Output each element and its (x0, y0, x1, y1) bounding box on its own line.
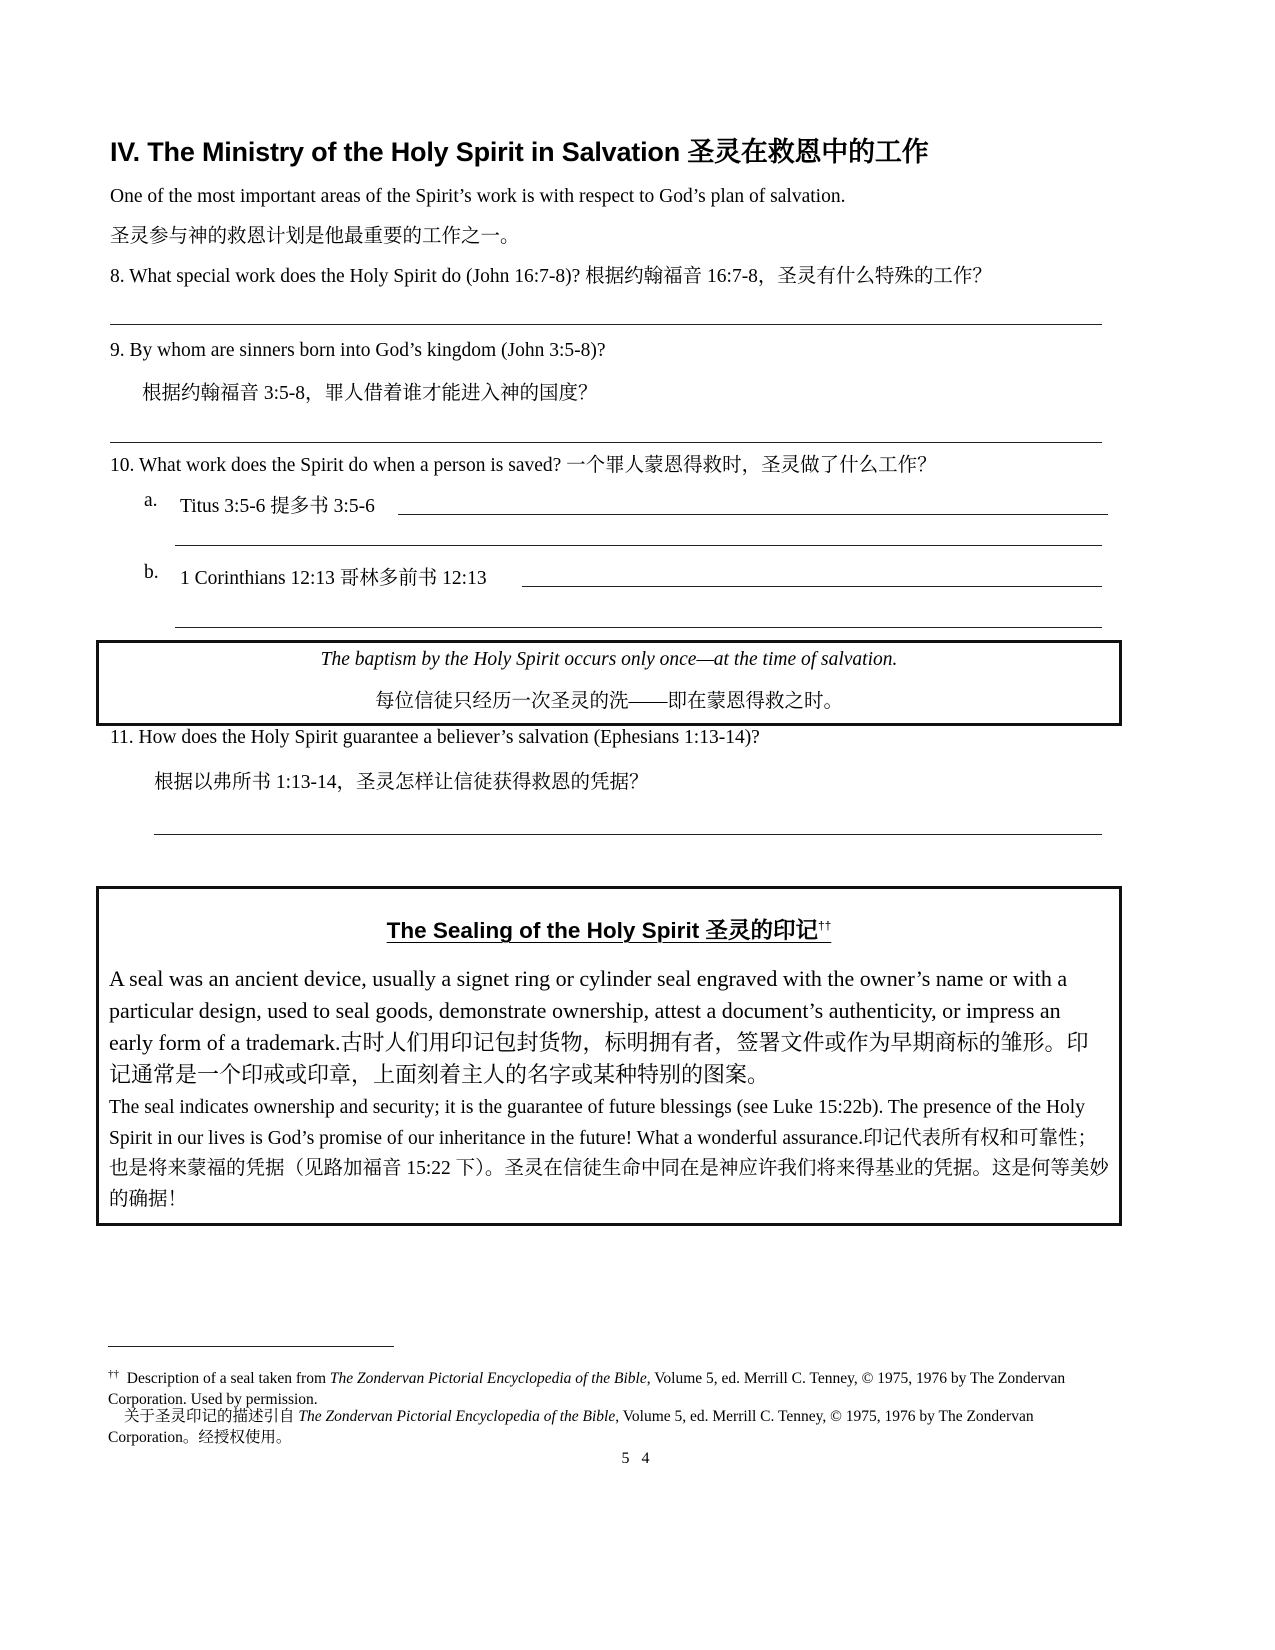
footnote-en-pre: Description of a seal taken from (126, 1370, 330, 1388)
sealing-title-en: The Sealing of the Holy Spirit (386, 918, 700, 943)
answer-line-q9[interactable] (110, 442, 1102, 443)
section-heading (110, 130, 929, 169)
footnote-en (108, 1364, 1105, 1410)
footnote-zh (108, 1406, 1105, 1448)
sealing-title-zh: 圣灵的印记 (705, 918, 818, 944)
footnote-zh-pre: 关于圣灵印记的描述引自 (124, 1408, 299, 1425)
footnote-zh-title: The Zondervan Pictorial Encyclopedia of the Bible (298, 1408, 616, 1425)
question-10b-label: b. (144, 562, 159, 583)
intro-zh: 圣灵参与神的救恩计划是他最重要的工作之一。 (110, 226, 520, 247)
question-9-number: 9. (110, 340, 125, 361)
callout-zh: 每位信徒只经历一次圣灵的洗——即在蒙恩得救之时。 (374, 691, 843, 712)
question-11-en: How does the Holy Spirit guarantee a believer’s salvation (Ephesians 1:13-14)? (138, 727, 760, 748)
question-11-zh: 根据以弗所书 1:13-14，圣灵怎样让信徒获得救恩的凭据？ (154, 772, 649, 793)
answer-line-q11[interactable] (154, 834, 1102, 835)
question-10 (110, 449, 937, 477)
question-10a-text: Titus 3:5-6 提多书 3:5-6 (180, 496, 375, 517)
question-8-text: What special work does the Holy Spirit do (John 16:7-8)? 根据约翰福音 16:7-8，圣灵有什么特殊的工作？ (129, 266, 992, 287)
answer-line-q10a-2[interactable] (175, 545, 1102, 546)
section-heading-zh: 圣灵在救恩中的工作 (687, 137, 929, 168)
page-number: 5 4 (621, 1450, 654, 1467)
question-9-zh: 根据约翰福音 3:5-8，罪人借着谁才能进入神的国度？ (142, 383, 598, 404)
question-8-number: 8. (110, 266, 125, 287)
question-10a-label: a. (144, 490, 158, 511)
answer-line-q8[interactable] (110, 324, 1102, 325)
footnote-zh-post: , Volume 5, ed. Merrill C. Tenney, © 1975, 1976 by The Zondervan Corporation。经授权使用。 (108, 1408, 1034, 1446)
footnote-separator (108, 1346, 394, 1347)
question-10-text: What work does the Spirit do when a person is saved? 一个罪人蒙恩得救时，圣灵做了什么工作？ (138, 455, 937, 476)
sealing-title (99, 913, 1119, 945)
answer-line-q10b-1[interactable] (522, 586, 1102, 587)
footnote-mark: †† (108, 1368, 119, 1380)
question-9-en: By whom are sinners born into God’s kingdom (John 3:5-8)? (129, 340, 606, 361)
answer-line-q10a-1[interactable] (398, 514, 1108, 515)
question-11-number: 11. (110, 727, 134, 748)
intro-en: One of the most important areas of the Spirit’s work is with respect to God’s plan of salvation. (110, 186, 846, 207)
sealing-paragraph-2: The seal indicates ownership and security; it is the guarantee of future blessings (see Luke 15:22b). The presence of the Holy Spirit in our lives is God’s promise of our inheritance in the future! What a wonderful assurance.印记代表所有权和可靠性；也是将来蒙福的凭据（见路加福音 15:22 下）。圣灵在信徒生命中同在是神应许我们将来得基业的凭据。这是何等美妙的确据！ (109, 1097, 1109, 1210)
footnote-ref-mark[interactable]: †† (817, 918, 832, 933)
footnote-en-title: The Zondervan Pictorial Encyclopedia of the Bible (329, 1370, 647, 1388)
question-8 (110, 260, 992, 288)
callout-en: The baptism by the Holy Spirit occurs only once—at the time of salvation. (320, 649, 898, 670)
answer-line-q10b-2[interactable] (175, 627, 1102, 628)
section-heading-en: IV. The Ministry of the Holy Spirit in Salvation (110, 137, 680, 167)
sealing-box (96, 886, 1122, 1226)
question-11 (110, 727, 760, 749)
question-10-number: 10. (110, 455, 135, 476)
question-9 (110, 340, 606, 362)
sealing-paragraph-1: A seal was an ancient device, usually a signet ring or cylinder seal engraved with the owner’s name or with a particular design, used to seal goods, demonstrate ownership, attest a document’s authenticity, or impress an early form of a trademark.古时人们用印记包封货物，标明拥有者，签署文件或作为早期商标的雏形。印记通常是一个印戒或印章，上面刻着主人的名字或某种特别的图案。 (109, 966, 1089, 1087)
question-10b-text: 1 Corinthians 12:13 哥林多前书 12:13 (180, 568, 487, 589)
footnote-en-post: , Volume 5, ed. Merrill C. Tenney, © 1975, 1976 by The Zondervan Corporation. Used by permission. (108, 1370, 1066, 1409)
baptism-callout-box (96, 640, 1122, 726)
